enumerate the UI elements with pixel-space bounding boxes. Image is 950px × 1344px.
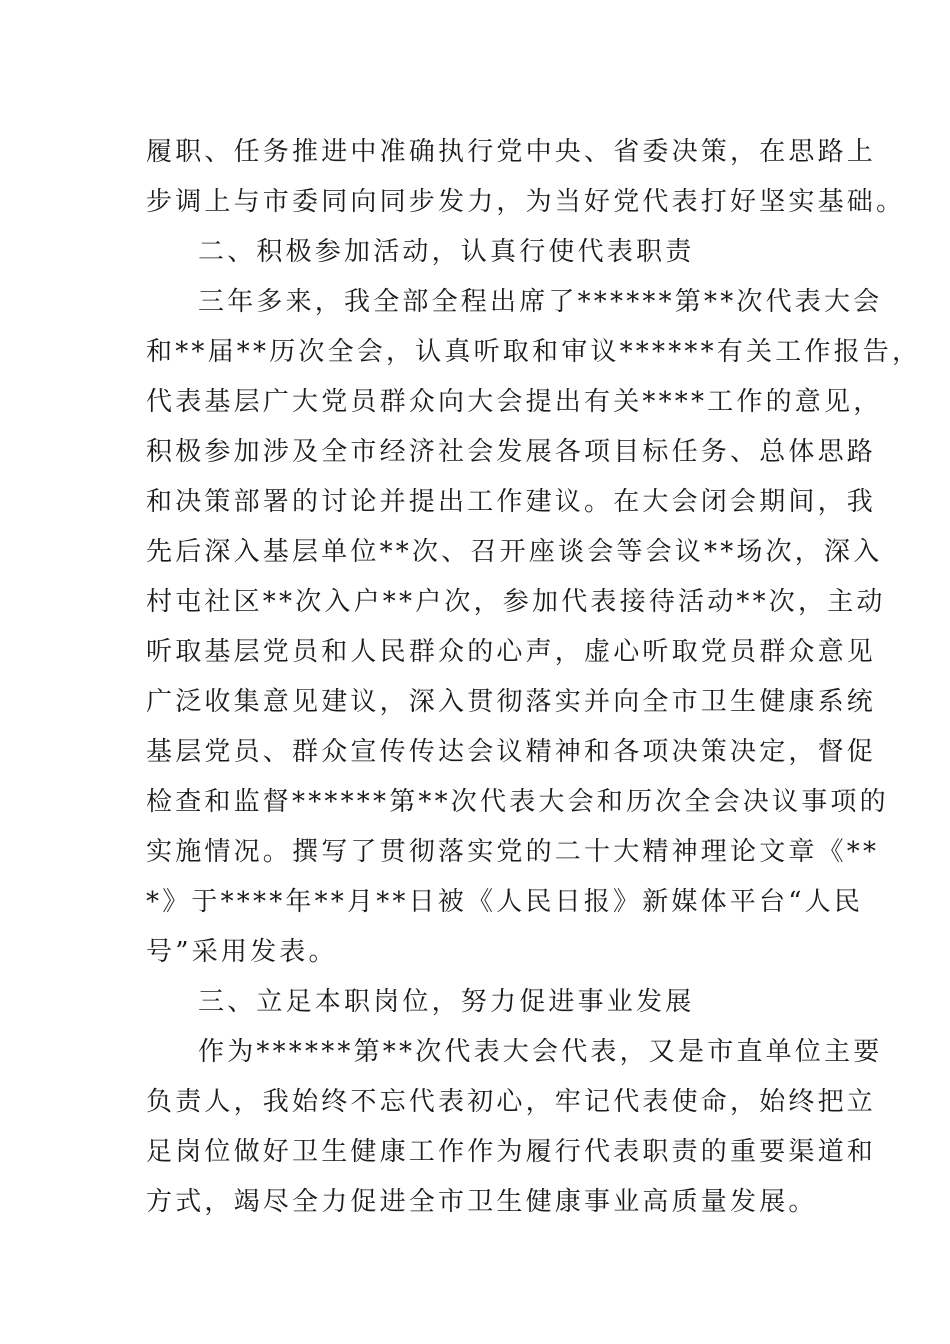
paragraph-line: *》于****年**月**日被《人民日报》新媒体平台“人民	[146, 887, 864, 917]
paragraph-line: 作为******第**次代表大会代表，又是市直单位主要	[198, 1037, 883, 1067]
paragraph-line: 代表基层广大党员群众向大会提出有关****工作的意见，	[146, 387, 883, 417]
paragraph-line: 方式，竭尽全力促进全市卫生健康事业高质量发展。	[146, 1187, 818, 1217]
paragraph-line: 负责人，我始终不忘代表初心，牢记代表使命，始终把立	[146, 1087, 877, 1117]
paragraph-line: 号”采用发表。	[146, 937, 338, 967]
paragraph-line: 履职、任务推进中准确执行党中央、省委决策，在思路上	[146, 137, 877, 167]
paragraph-line: 和**届**历次全会，认真听取和审议******有关工作报告，	[146, 337, 922, 367]
paragraph-line: 足岗位做好卫生健康工作作为履行代表职责的重要渠道和	[146, 1137, 877, 1167]
paragraph-line: 步调上与市委同向同步发力，为当好党代表打好坚实基础。	[146, 187, 906, 217]
paragraph-line: 先后深入基层单位**次、召开座谈会等会议**场次，深入	[146, 537, 883, 567]
paragraph-line: 村屯社区**次入户**户次，参加代表接待活动**次，主动	[146, 587, 886, 617]
paragraph-line: 积极参加涉及全市经济社会发展各项目标任务、总体思路	[146, 437, 877, 467]
paragraph-line: 实施情况。撰写了贯彻落实党的二十大精神理论文章《**	[146, 837, 880, 867]
paragraph-line: 和决策部署的讨论并提出工作建议。在大会闭会期间，我	[146, 487, 877, 517]
section-heading-3: 三、立足本职岗位，努力促进事业发展	[198, 987, 695, 1017]
section-heading-2: 二、积极参加活动，认真行使代表职责	[198, 237, 695, 267]
paragraph-line: 基层党员、群众宣传传达会议精神和各项决策决定，督促	[146, 737, 877, 767]
paragraph-line: 三年多来，我全部全程出席了******第**次代表大会	[198, 287, 883, 317]
paragraph-line: 广泛收集意见建议，深入贯彻落实并向全市卫生健康系统	[146, 687, 877, 717]
paragraph-line: 检查和监督******第**次代表大会和历次全会决议事项的	[146, 787, 889, 817]
paragraph-line: 听取基层党员和人民群众的心声，虚心听取党员群众意见	[146, 637, 877, 667]
